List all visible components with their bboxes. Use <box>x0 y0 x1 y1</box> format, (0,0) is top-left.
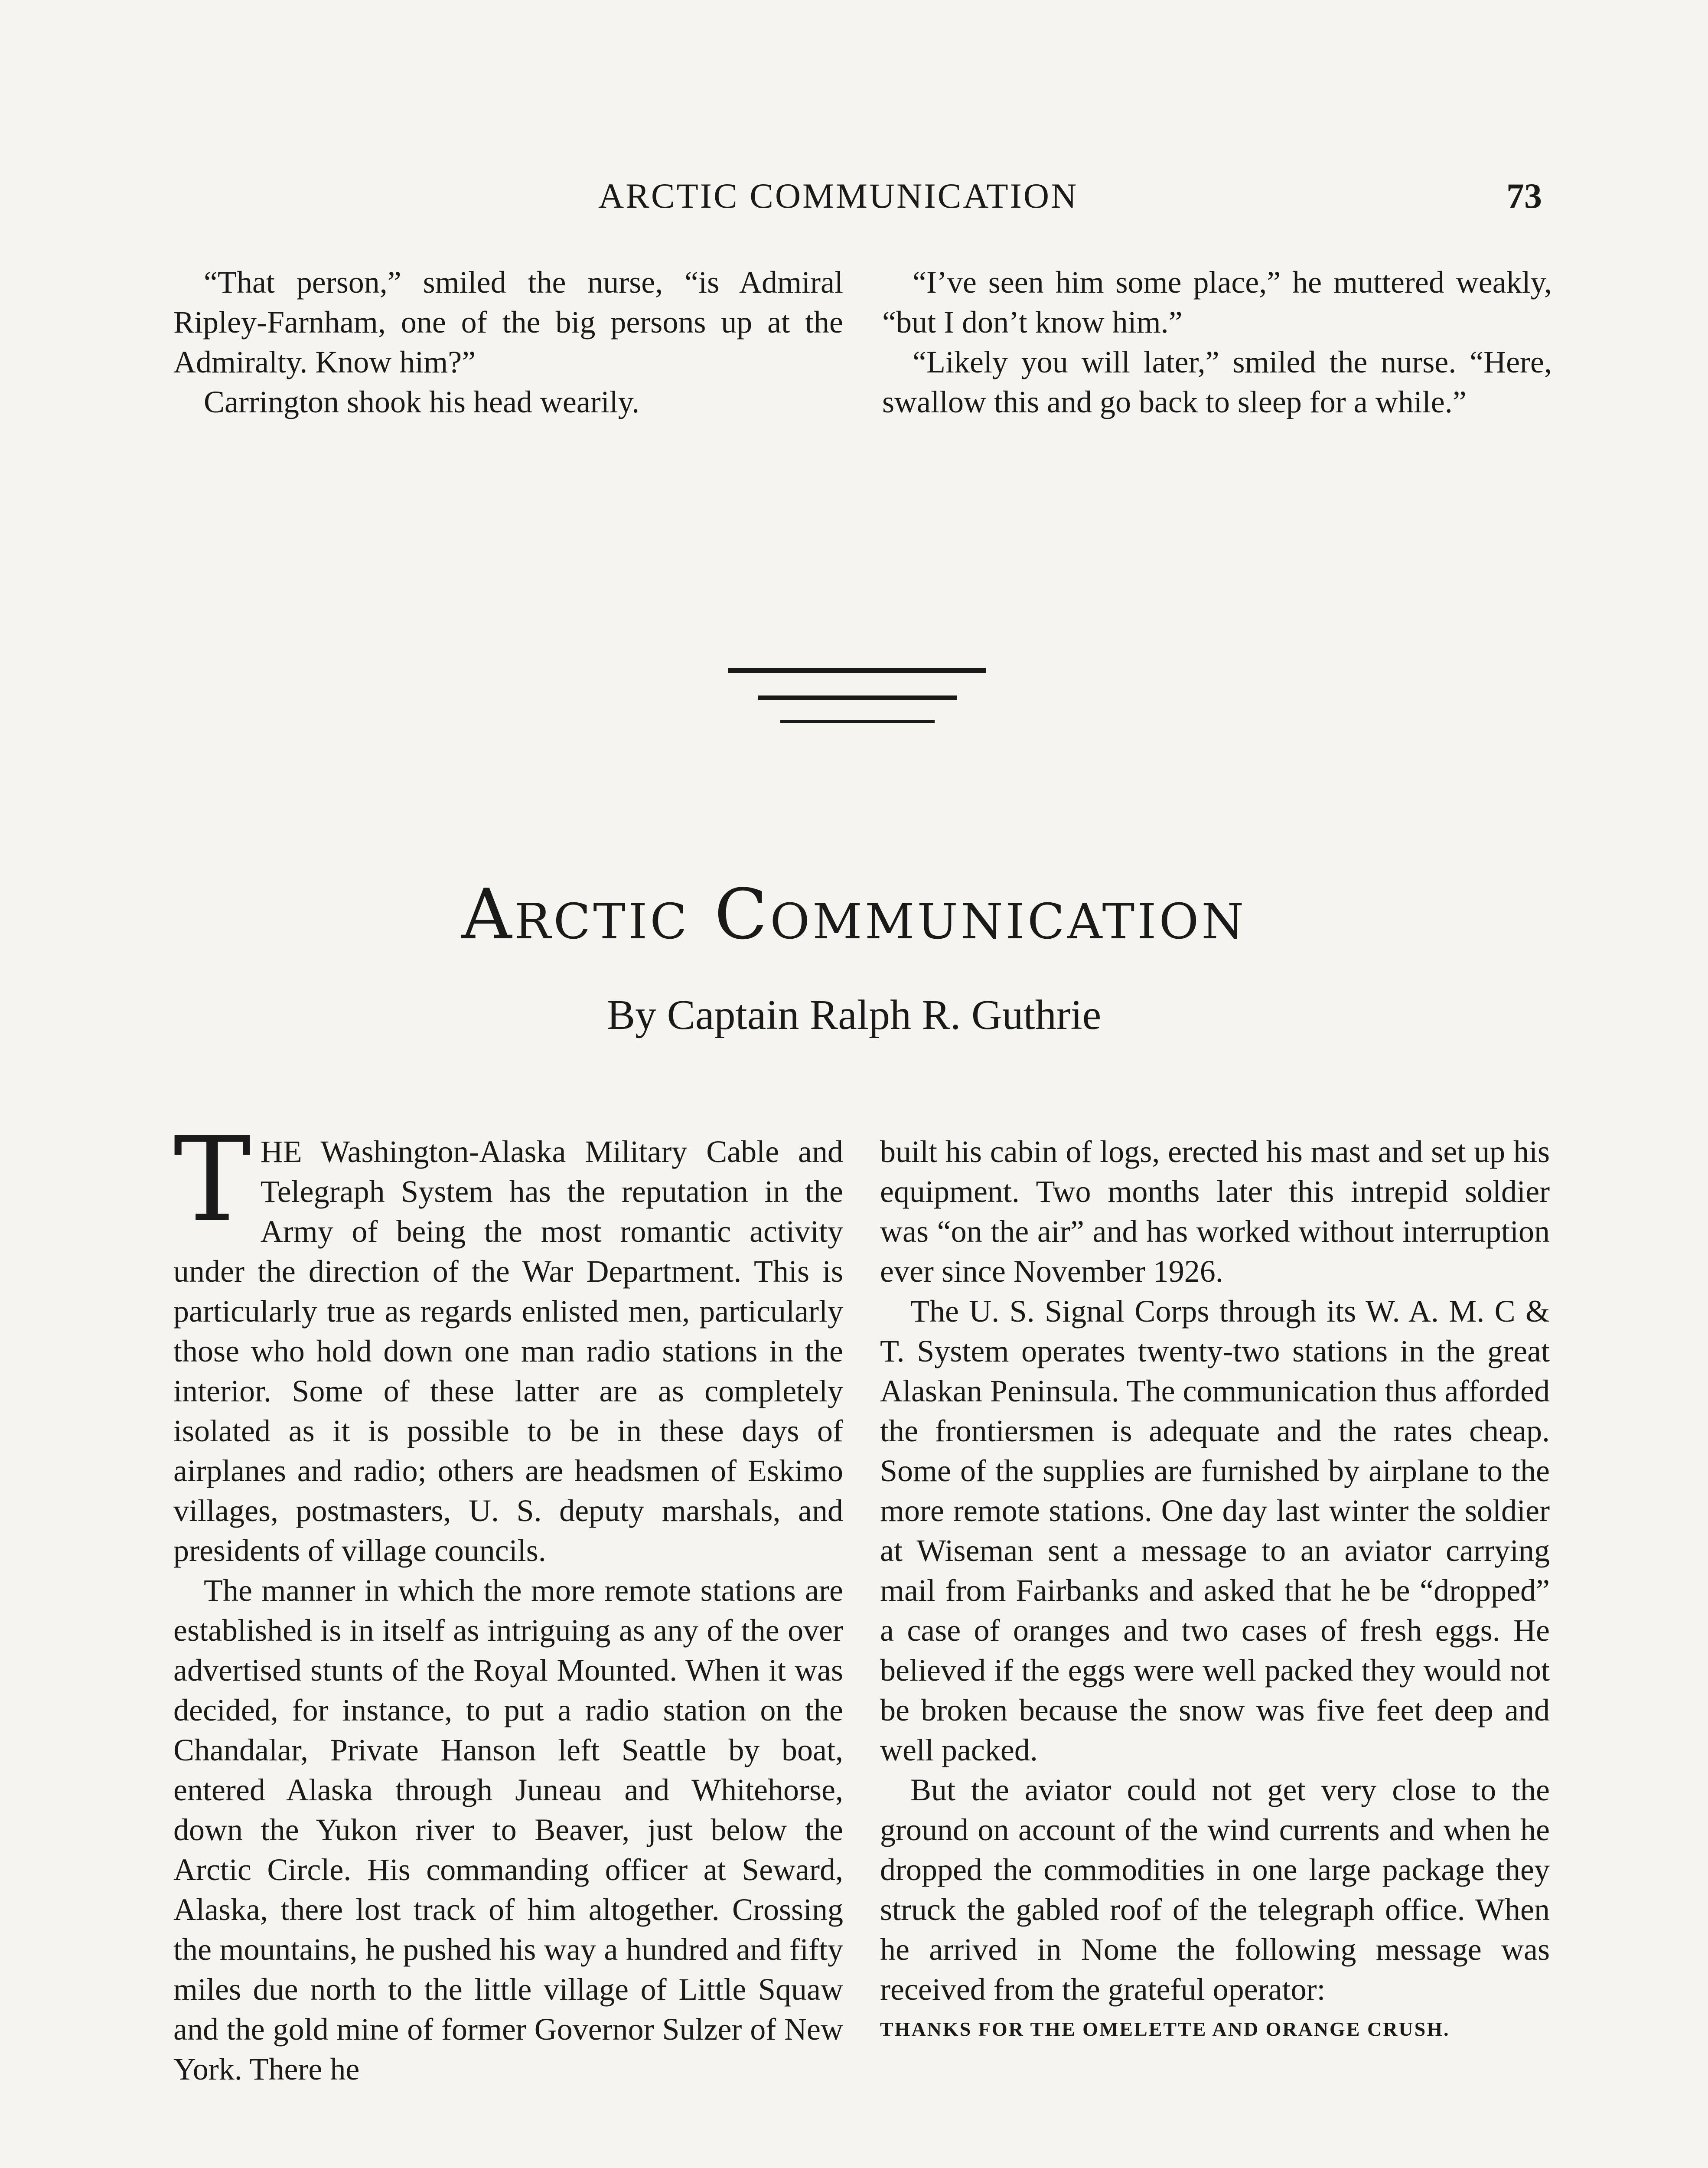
article-left-column <box>173 1112 843 2089</box>
article-paragraph-text: HE Washington-Alaska Military Cable and Telegraph System has the reputation in the Army of being the most romantic activity under the direction of the War Department. This is particularly true as regards enlisted men, particularly those who hold down one man radio stations in the interior. Some of these latter are as completely isolated as it is possible to be in these days of airplanes and radio; others are headsmen of Eskimo villages, postmasters, U. S. deputy marshals, and presidents of village councils. <box>173 1134 843 1568</box>
previous-story-left-column <box>173 262 843 422</box>
article-paragraph: built his cabin of logs, erected his mast and set up his equipment. Two months later this intrepid soldier was “on the air” and has worked without interruption ever since November 1926. <box>880 1134 1550 1289</box>
article-paragraph: The manner in which the more remote stations are established is in itself as intriguing as any of the over advertised stunts of the Royal Mounted. When it was decided, for instance, to put a radio station on the Chandalar, Private Hanson left Seattle by boat, entered Alaska through Juneau and Whitehorse, down the Yukon river to Beaver, just below the Arctic Circle. His commanding officer at Seward, Alaska, there lost track of him altogether. Crossing the mountains, he pushed his way a hundred and fifty miles due north to the little village of Little Squaw and the gold mine of former Governor Sulzer of New York. There he <box>173 1573 843 2086</box>
article-byline: By Captain Ralph R. Guthrie <box>606 992 1102 1038</box>
running-head: ARCTIC COMMUNICATION <box>598 176 1079 215</box>
divider-rule-middle <box>758 695 957 700</box>
article-right-column <box>880 1132 1550 2049</box>
article-title: Arctic Communication <box>461 874 1247 955</box>
telegram-message: THANKS FOR THE OMELETTE AND ORANGE CRUSH. <box>880 2018 1450 2040</box>
article-paragraph <box>173 1112 843 1570</box>
article-paragraph: The U. S. Signal Corps through its W. A. M. C & T. System operates twenty-two stations in the great Alaskan Peninsula. The communication thus afforded the frontiersmen is adequate and the rates cheap. Some of the supplies are furnished by airplane to the more remote stations. One day last winter the soldier at Wiseman sent a message to an aviator carrying mail from Fairbanks and asked that he be “dropped” a case of oranges and two cases of fresh eggs. He believed if the eggs were well packed they would not be broken because the snow was five feet deep and well packed. <box>880 1294 1550 1767</box>
drop-cap: T <box>173 1112 251 1247</box>
previous-story-right-column <box>882 262 1552 422</box>
article-paragraph: But the aviator could not get very close to the ground on account of the wind currents and when he dropped the commodities in one large package they struck the gabled roof of the telegraph office. When he arrived in Nome the following message was received from the grateful operator: <box>880 1773 1550 2007</box>
page-number: 73 <box>1506 176 1542 215</box>
divider-rule-bottom <box>780 720 935 723</box>
story-paragraph: “That person,” smiled the nurse, “is Admiral Ripley-Farnham, one of the big persons up at the Admiralty. Know him?” <box>173 265 843 379</box>
story-paragraph: Carrington shook his head wearily. <box>204 385 640 419</box>
story-paragraph: “Likely you will later,” smiled the nurse. “Here, swallow this and go back to sleep for a while.” <box>882 345 1552 419</box>
story-paragraph: “I’ve seen him some place,” he muttered weakly, “but I don’t know him.” <box>882 265 1552 340</box>
divider-rule-top <box>728 668 986 673</box>
